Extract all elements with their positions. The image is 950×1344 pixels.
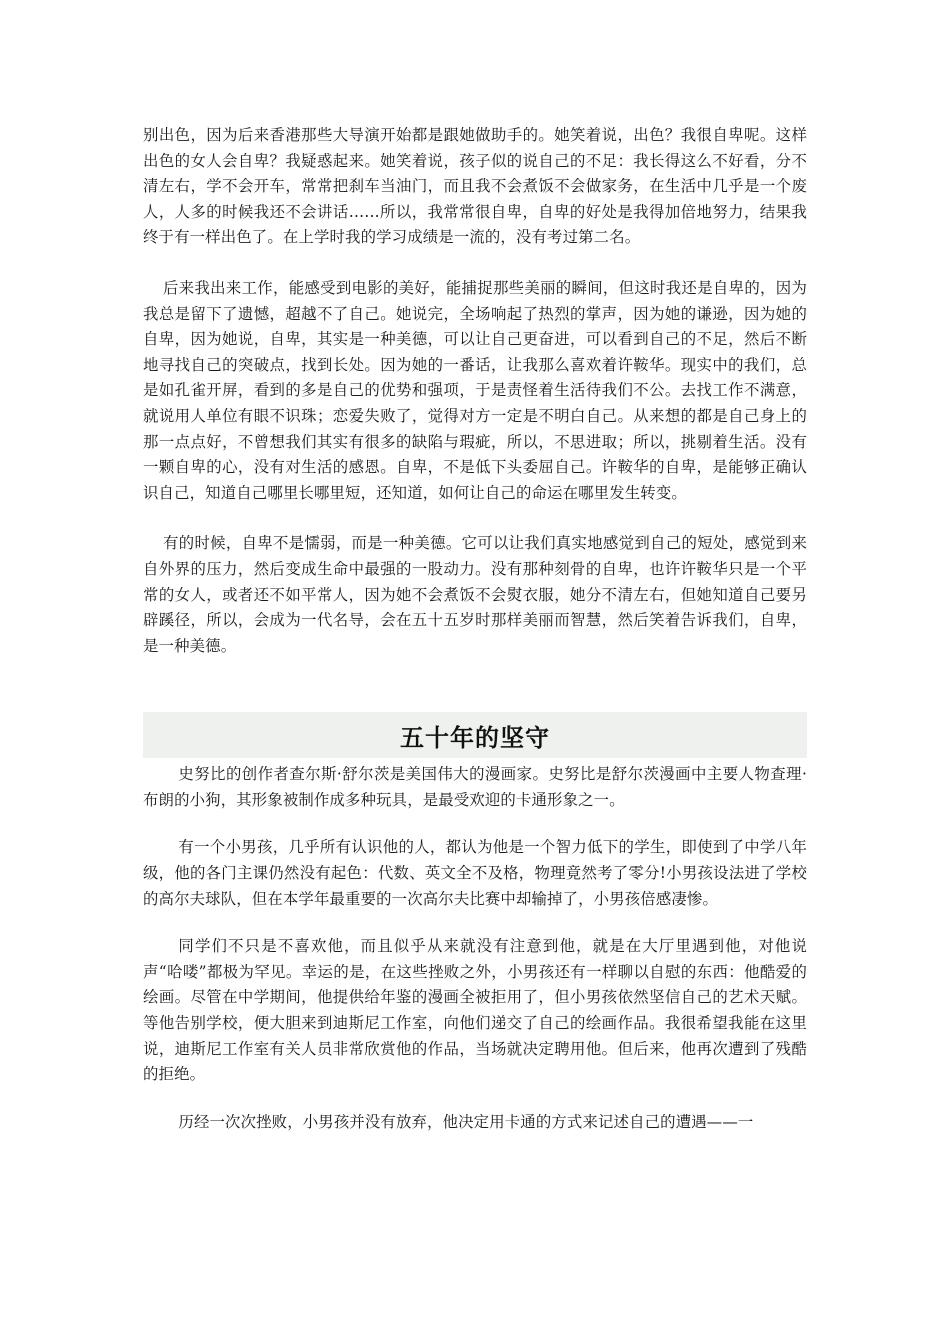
article2-paragraph-4: 历经一次次挫败，小男孩并没有放弃，他决定用卡通的方式来记述自己的遭遇——一 — [178, 1112, 754, 1131]
paragraph-spacer — [143, 506, 807, 531]
paragraph-spacer — [143, 813, 807, 835]
paragraph-spacer — [143, 1088, 807, 1110]
section-spacer — [143, 659, 807, 712]
article1-paragraph-1: 别出色，因为后来香港那些大导演开始都是跟她做助手的。她笑着说，出色？我很自卑呢。这样出色的女人会自卑？我疑惑起来。她笑着说，孩子似的说自己的不足：我长得这么不好看，分不清左右，学不会开车，常常把刹车当油门，而且我不会煮饭不会做家务，在生活中几乎是一个废人，人多的时候我还不会讲话……所以，我常常很自卑，自卑的好处是我得加倍地努力，结果我终于有一样出色了。在上学时我的学习成绩是一流的，没有考过第二名。 — [143, 126, 807, 247]
article1-paragraph-3: 有的时候，自卑不是懦弱，而是一种美德。它可以让我们真实地感觉到自己的短处，感觉到来自外界的压力，然后变成生命中最强的一股动力。没有那种刻骨的自卑，也许许鞍华只是一个平常的女人，或者还不如平常人，因为她不会煮饭不会熨衣服，她分不清左右，但她知道自己要另辟蹊径，所以，会成为一代名导，会在五十五岁时那样美丽而智慧，然后笑着告诉我们，自卑，是一种美德。 — [143, 534, 807, 655]
article2-paragraph-1: 史努比的创作者查尔斯·舒尔茨是美国伟大的漫画家。史努比是舒尔茨漫画中主要人物查理·布朗的小狗，其形象被制作成多种玩具，是最受欢迎的卡通形象之一。 — [143, 765, 807, 809]
article1-paragraph-2: 后来我出来工作，能感受到电影的美好，能捕捉那些美丽的瞬间，但这时我还是自卑的，因为我总是留下了遗憾，超越不了自己。她说完，全场响起了热烈的掌声，因为她的谦逊，因为她的自卑，因为她说，自卑，其实是一种美德，可以让自己更奋进，可以看到自己的不足，然后不断地寻找自己的突破点，找到长处。因为她的一番话，让我那么喜欢着许鞍华。现实中的我们，总是如孔雀开屏，看到的多是自己的优势和强项，于是责怪着生活待我们不公。去找工作不满意，就说用人单位有眼不识珠；恋爱失败了，觉得对方一定是不明白自己。从来想的都是自己身上的那一点点好，不曾想我们其实有很多的缺陷与瑕疵，所以，不思进取；所以，挑剔着生活。没有一颗自卑的心，没有对生活的感恩。自卑，不是低下头委屈自己。许鞍华的自卑，是能够正确认识自己，知道自己哪里长哪里短，还知道，如何让自己的命运在哪里发生转变。 — [143, 278, 807, 502]
article2-paragraph-3: 同学们不只是不喜欢他，而且似乎从来就没有注意到他，就是在大厅里遇到他，对他说声“哈喽”都极为罕见。幸运的是，在这些挫败之外，小男孩还有一样聊以自慰的东西：他酷爱的绘画。尽管在中学期间，他提供给年鉴的漫画全被拒用了，但小男孩依然坚信自己的艺术天赋。等他告别学校，便大胆来到迪斯尼工作室，向他们递交了自己的绘画作品。我很希望我能在这里说，迪斯尼工作室有关人员非常欣赏他的作品，当场就决定聘用他。但后来，他再次遭到了残酷的拒绝。 — [143, 937, 807, 1084]
article2-title: 五十年的坚守 — [400, 722, 550, 752]
paragraph-spacer — [143, 912, 807, 934]
paragraph-spacer — [143, 251, 807, 276]
article2-title-band — [143, 712, 807, 758]
document-page — [143, 123, 807, 1135]
article2-paragraph-2: 有一个小男孩，几乎所有认识他的人，都认为他是一个智力低下的学生，即使到了中学八年级，他的各门主课仍然没有起色：代数、英文全不及格，物理竟然考了零分!小男孩设法进了学校的高尔夫球队，但在本学年最重要的一次高尔夫比赛中却输掉了，小男孩倍感凄惨。 — [143, 838, 807, 908]
